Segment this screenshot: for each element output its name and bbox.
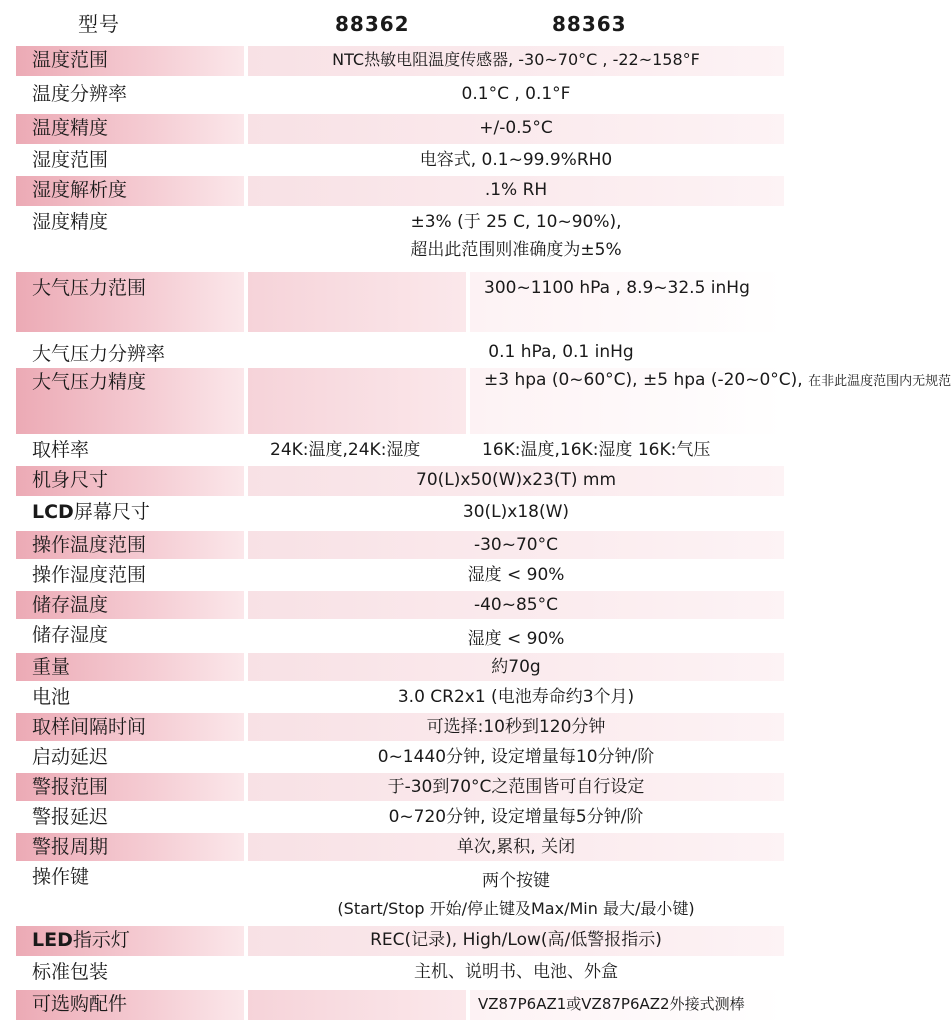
spec-value: 于-30到70°C之范围皆可自行设定 — [248, 773, 784, 801]
spec-value: 主机、说明书、电池、外盒 — [414, 962, 618, 982]
spec-row-storage-temp — [16, 591, 784, 619]
spec-row-storage-humidity — [16, 621, 784, 651]
spec-label: 取样间隔时间 — [16, 713, 244, 741]
spec-value-note: 在非此温度范围内无规范 — [808, 374, 951, 389]
spec-value: 約70g — [248, 653, 784, 681]
spec-row-battery — [16, 683, 784, 711]
spec-label: 标准包装 — [32, 961, 109, 983]
spec-label: 取样率 — [32, 439, 90, 461]
spec-row-standard-package — [16, 958, 784, 988]
spec-row-body-size — [16, 466, 784, 496]
spec-label-rest: 指示灯 — [72, 929, 130, 951]
spec-value: .1% RH — [248, 176, 784, 206]
spec-row-led-indicator — [16, 926, 784, 956]
spec-row-humidity-range — [16, 146, 784, 174]
spec-value: -30~70°C — [248, 531, 784, 559]
spec-row-temperature-resolution — [16, 80, 784, 110]
spec-value: 30(L)x18(W) — [462, 502, 570, 522]
spec-value: -40~85°C — [248, 591, 784, 619]
spec-value — [248, 863, 784, 923]
spec-label: 警报延迟 — [32, 806, 109, 828]
spec-label: 储存温度 — [16, 591, 244, 619]
spec-row-temperature-range — [16, 46, 784, 76]
spec-value-88363 — [470, 272, 784, 332]
spec-row-humidity-accuracy — [16, 208, 784, 268]
spec-row-humidity-resolution — [16, 176, 784, 206]
spec-value-88363: 16K:温度,16K:湿度 16K:气压 — [482, 440, 711, 460]
header-model-label: 型号 — [78, 12, 120, 36]
spec-value-line: 超出此范围则准确度为±5% — [410, 240, 622, 260]
spec-value: REC(记录), High/Low(高/低警报指示) — [248, 926, 784, 956]
spec-value: 0~1440分钟, 设定增量每10分钟/阶 — [377, 747, 655, 767]
spec-value: 湿度 < 90% — [467, 565, 565, 585]
spec-row-lcd-size — [16, 498, 784, 528]
spec-label: 储存湿度 — [32, 624, 109, 646]
spec-value-88362 — [248, 990, 466, 1020]
spec-label: 警报周期 — [16, 833, 244, 861]
spec-label: 温度精度 — [16, 114, 244, 144]
spec-row-pressure-accuracy — [16, 368, 951, 434]
spec-label: 温度分辨率 — [32, 83, 128, 105]
spec-row-sampling-rate — [16, 436, 784, 464]
spec-label: 湿度范围 — [32, 149, 109, 171]
spec-value: 湿度 < 90% — [467, 629, 565, 649]
spec-label: 启动延迟 — [32, 746, 109, 768]
spec-value-line: ±3% (于 25 C, 10~90%), — [410, 212, 622, 232]
spec-value: 可选择:10秒到120分钟 — [248, 713, 784, 741]
spec-value-88362 — [248, 272, 466, 332]
spec-value: 单次,累积, 关闭 — [248, 833, 784, 861]
spec-label: 大气压力范围 — [16, 272, 244, 332]
spec-row-operating-humidity — [16, 561, 784, 589]
spec-row-operating-temp — [16, 531, 784, 559]
header-model-88363: 88363 — [552, 12, 627, 36]
spec-value: 电容式, 0.1~99.9%RH0 — [419, 150, 613, 170]
spec-label: 大气压力分辨率 — [32, 343, 166, 365]
spec-value-line: (Start/Stop 开始/停止键及Max/Min 最大/最小键) — [337, 899, 695, 918]
spec-label-rest: 屏幕尺寸 — [73, 501, 150, 523]
spec-row-pressure-resolution — [16, 338, 784, 366]
spec-value: 70(L)x50(W)x23(T) mm — [248, 466, 784, 496]
spec-value-line: 8.9~32.5 inHg — [626, 278, 750, 298]
spec-value: 0.1°C , 0.1°F — [461, 84, 571, 104]
spec-label: 大气压力精度 — [16, 368, 244, 434]
spec-row-alarm-range — [16, 773, 784, 801]
spec-value: NTC热敏电阻温度传感器, -30~70°C , -22~158°F — [248, 46, 784, 76]
spec-row-start-delay — [16, 743, 784, 771]
spec-row-alarm-delay — [16, 803, 784, 831]
spec-label: 操作温度范围 — [16, 531, 244, 559]
spec-label-bold: LED — [32, 929, 73, 951]
spec-row-weight — [16, 653, 784, 681]
spec-label: 可选购配件 — [16, 990, 244, 1020]
spec-label — [16, 926, 244, 956]
spec-value-88363 — [470, 368, 951, 434]
spec-value: 0.1 hPa, 0.1 inHg — [488, 342, 634, 362]
spec-value: 3.0 CR2x1 (电池寿命约3个月) — [397, 687, 635, 707]
header-model-88362: 88362 — [335, 12, 410, 36]
spec-label: 重量 — [16, 653, 244, 681]
spec-label-bold: LCD — [32, 501, 74, 523]
spec-label: 湿度解析度 — [16, 176, 244, 206]
spec-value-line: 300~1100 hPa , — [484, 278, 621, 298]
spec-value-88362: 24K:温度,24K:湿度 — [270, 440, 421, 460]
spec-label: 警报范围 — [16, 773, 244, 801]
spec-row-pressure-range — [16, 272, 784, 332]
spec-label: 温度范围 — [16, 46, 244, 76]
spec-label: 电池 — [32, 686, 71, 708]
spec-value: VZ87P6AZ1或VZ87P6AZ2外接式测棒 — [470, 990, 784, 1020]
spec-value-88362 — [248, 368, 466, 434]
spec-value-line: ±5 hpa (-20~0°C), — [643, 370, 803, 390]
spec-value: +/-0.5°C — [248, 114, 784, 144]
spec-row-temperature-accuracy — [16, 114, 784, 144]
spec-row-alarm-cycle — [16, 833, 784, 861]
spec-label: 湿度精度 — [32, 211, 109, 233]
spec-row-sampling-interval — [16, 713, 784, 741]
spec-label: 操作湿度范围 — [32, 564, 147, 586]
spec-row-buttons — [16, 863, 784, 923]
spec-value-line: ±3 hpa (0~60°C), — [484, 370, 638, 390]
spec-value-line: 两个按键 — [482, 871, 550, 891]
spec-label: 机身尺寸 — [16, 466, 244, 496]
spec-row-optional-accessories — [16, 990, 784, 1020]
spec-value: 0~720分钟, 设定增量每5分钟/阶 — [388, 807, 644, 827]
spec-label — [16, 498, 244, 528]
spec-label: 操作键 — [32, 866, 90, 888]
spec-value — [248, 208, 784, 268]
